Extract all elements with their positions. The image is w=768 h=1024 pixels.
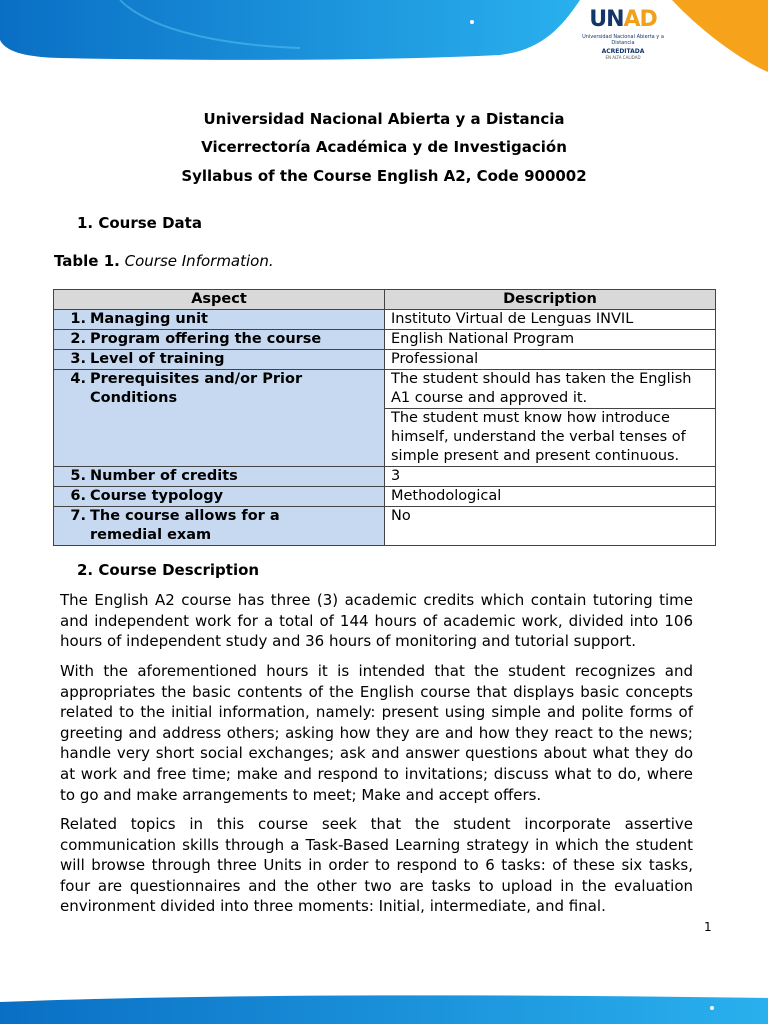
description-cell: The student must know how introduce himself, understand the verbal tenses of simple present and present continuous. xyxy=(385,409,716,467)
description-cell: 3 xyxy=(385,467,716,487)
logo-accreditation-sub: EN ALTA CALIDAD xyxy=(605,55,641,60)
title-university: Universidad Nacional Abierta y a Distancia xyxy=(203,110,565,128)
aspect-cell: 4. Prerequisites and/or Prior Conditions xyxy=(54,370,385,467)
description-cell: No xyxy=(385,507,716,546)
logo-subtitle: Universidad Nacional Abierta y a Distancia xyxy=(582,34,664,46)
aspect-cell: 3. Level of training xyxy=(54,350,385,370)
table-row xyxy=(54,370,716,409)
course-info-table xyxy=(53,289,716,546)
table-row xyxy=(54,487,716,507)
unad-logo xyxy=(582,6,664,72)
table-header-row xyxy=(54,290,716,310)
bottom-banner xyxy=(0,992,768,1024)
aspect-cell: 7. The course allows for a remedial exam xyxy=(54,507,385,546)
description-cell: Instituto Virtual de Lenguas INVIL xyxy=(385,310,716,330)
description-cell: English National Program xyxy=(385,330,716,350)
page-number: 1 xyxy=(704,920,712,934)
aspect-cell: 6. Course typology xyxy=(54,487,385,507)
title-syllabus: Syllabus of the Course English A2, Code 900002 xyxy=(181,167,587,185)
table-row xyxy=(54,467,716,487)
table-row xyxy=(54,330,716,350)
description-cell: Professional xyxy=(385,350,716,370)
title-vicerrectoria: Vicerrectoría Académica y de Investigación xyxy=(201,138,567,156)
paragraph: The English A2 course has three (3) academic credits which contain tutoring time and independent work for a total of 144 hours of academic work, divided into 106 hours of independent study and 36 hours of monitoring and tutorial support. xyxy=(60,591,693,651)
header-description: Description xyxy=(385,290,716,310)
section-heading-course-data: 1. Course Data xyxy=(77,214,202,232)
paragraph: Related topics in this course seek that the student incorporate assertive communication skills through a Task-Based Learning strategy in which the student will browse through three Units in order to respond to 6 tasks: of these six tasks, four are questionnaires and the other two are tasks to upload in the evaluation environment divided into three moments: Initial, intermediate, and final. xyxy=(60,815,693,916)
table-row xyxy=(54,507,716,546)
header-aspect: Aspect xyxy=(54,290,385,310)
aspect-cell: 1. Managing unit xyxy=(54,310,385,330)
logo-accreditation: ACREDITADA xyxy=(601,48,645,55)
description-cell: The student should has taken the English A1 course and approved it. xyxy=(385,370,716,409)
aspect-cell: 5. Number of credits xyxy=(54,467,385,487)
aspect-cell: 2. Program offering the course xyxy=(54,330,385,350)
paragraph: With the aforementioned hours it is intended that the student recognizes and appropriates the basic contents of the English course that displays basic concepts related to the initial information, namely: present using simple and polite forms of greeting and address others; asking how they are and how they react to the news; handle very short social exchanges; ask and answer questions about what they do at work and free time; make and respond to invitations; discuss what to do, where to go and make arrangements to meet; Make and accept offers. xyxy=(60,662,693,804)
table-row xyxy=(54,350,716,370)
section-heading-course-description: 2. Course Description xyxy=(77,561,260,579)
logo-mark: UNAD xyxy=(589,7,657,32)
description-cell: Methodological xyxy=(385,487,716,507)
table-caption: Table 1. Course Information. xyxy=(54,252,274,270)
table-row xyxy=(54,310,716,330)
